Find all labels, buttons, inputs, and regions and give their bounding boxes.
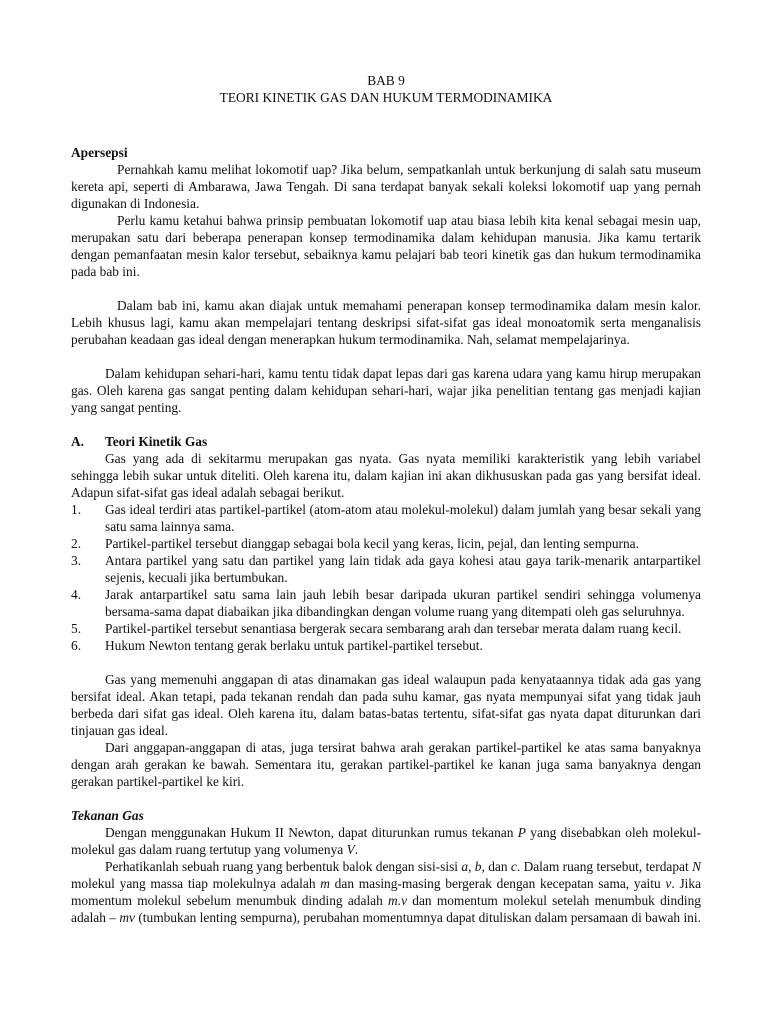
list-item: 3. Antara partikel yang satu dan partikel yang lain tidak ada gaya kohesi atau gaya tarik-menarik antarpartikel sejenis, kecuali jika bertumbukan.: [71, 553, 701, 585]
ideal-gas-properties-list: [71, 501, 701, 654]
list-item: 5. Partikel-partikel tersebut senantiasa bergerak secara sembarang arah dan tersebar merata dalam ruang kecil.: [71, 621, 682, 636]
apersepsi-paragraph-3: Dalam bab ini, kamu akan diajak untuk memahami penerapan konsep termodinamika dalam mesin kalor. Lebih khusus lagi, kamu akan mempelajari tentang deskripsi sifat-sifat gas ideal monoatomik serta menganalisis perubahan keadaan gas ideal dengan menerapkan hukum termodinamika. Nah, selamat mempelajarinya.: [71, 298, 701, 347]
chapter-number: BAB 9: [367, 73, 405, 88]
section-a-heading: [71, 433, 701, 450]
apersepsi-paragraph-1: Pernahkah kamu melihat lokomotif uap? Jika belum, sempatkanlah untuk berkunjung di salah satu museum kereta api, seperti di Ambarawa, Jawa Tengah. Di sana terdapat banyak sekali koleksi lokomotif uap yang pernah digunakan di Indonesia.: [71, 162, 701, 211]
list-item: 2. Partikel-partikel tersebut dianggap sebagai bola kecil yang keras, licin, pejal, dan lenting sempurna.: [71, 536, 639, 551]
apersepsi-heading: Apersepsi: [71, 145, 128, 160]
list-item: 4. Jarak antarpartikel satu sama lain jauh lebih besar daripada ukuran partikel sendiri sehingga volumenya bersama-sama dapat diabaikan jika dibandingkan dengan volume ruang yang ditempati oleh gas seluruhnya.: [71, 587, 701, 619]
tekanan-gas-paragraph-2: Perhatikanlah sebuah ruang yang berbentuk balok dengan sisi-sisi a, b, dan c. Dalam ruang tersebut, terdapat N molekul yang massa tiap molekulnya adalah m dan masing-masing bergerak dengan kecepatan sama, yaitu v. Jika momentum molekul sebelum menumbuk dinding adalah m.v dan momentum molekul setelah menumbuk dinding adalah – mv (tumbukan lenting sempurna), perubahan momentumnya dapat dituliskan dalam persamaan di bawah ini.: [71, 859, 702, 925]
section-a-number: A.: [71, 434, 85, 449]
list-item: 6. Hukum Newton tentang gerak berlaku untuk partikel-partikel tersebut.: [71, 638, 483, 653]
apersepsi-paragraph-2: Perlu kamu ketahui bahwa prinsip pembuatan lokomotif uap atau biasa lebih kita kenal sebagai mesin uap, merupakan satu dari beberapa penerapan konsep termodinamika dalam kehidupan manusia. Jika kamu tertarik dengan pemanfaatan mesin kalor tersebut, sebaiknya kamu pelajari bab teori kinetik gas dan hukum termodinamika pada bab ini.: [71, 213, 701, 279]
tekanan-gas-paragraph-1: Dengan menggunakan Hukum II Newton, dapat diturunkan rumus tekanan P yang disebabkan oleh molekul-molekul gas dalam ruang tertutup yang volumenya V.: [71, 825, 701, 857]
section-a-paragraph-after-1: Gas yang memenuhi anggapan di atas dinamakan gas ideal walaupun pada kenyataannya tidak ada gas yang bersifat ideal. Akan tetapi, pada tekanan rendah dan pada suhu kamar, gas nyata mempunyai sifat yang tidak jauh berbeda dari sifat gas ideal. Oleh karena itu, dalam batas-batas tertentu, sifat-sifat gas nyata dapat diturunkan dari tinjauan gas ideal.: [71, 672, 701, 738]
section-a-title: Teori Kinetik Gas: [105, 434, 208, 449]
section-a-paragraph-after-2: Dari anggapan-anggapan di atas, juga tersirat bahwa arah gerakan partikel-partikel ke atas sama banyaknya dengan arah gerakan ke bawah. Sementara itu, gerakan partikel-partikel ke kanan juga sama banyaknya dengan gerakan partikel-partikel ke kiri.: [71, 740, 701, 789]
list-item: 1. Gas ideal terdiri atas partikel-partikel (atom-atom atau molekul-molekul) dalam jumlah yang besar sekali yang satu sama lainnya sama.: [71, 502, 701, 534]
tekanan-gas-heading: Tekanan Gas: [71, 808, 144, 823]
section-a-intro: Gas yang ada di sekitarmu merupakan gas nyata. Gas nyata memiliki karakteristik yang lebih variabel sehingga lebih sukar untuk diteliti. Oleh karena itu, dalam kajian ini akan dikhususkan pada gas yang bersifat ideal. Adapun sifat-sifat gas ideal adalah sebagai berikut.: [71, 451, 701, 500]
document-content: [71, 72, 701, 926]
chapter-title: TEORI KINETIK GAS DAN HUKUM TERMODINAMIKA: [219, 90, 553, 105]
apersepsi-paragraph-4: Dalam kehidupan sehari-hari, kamu tentu tidak dapat lepas dari gas karena udara yang kamu hirup merupakan gas. Oleh karena gas sangat penting dalam kehidupan sehari-hari, wajar jika penelitian tentang gas menjadi kajian yang sangat penting.: [71, 366, 701, 415]
